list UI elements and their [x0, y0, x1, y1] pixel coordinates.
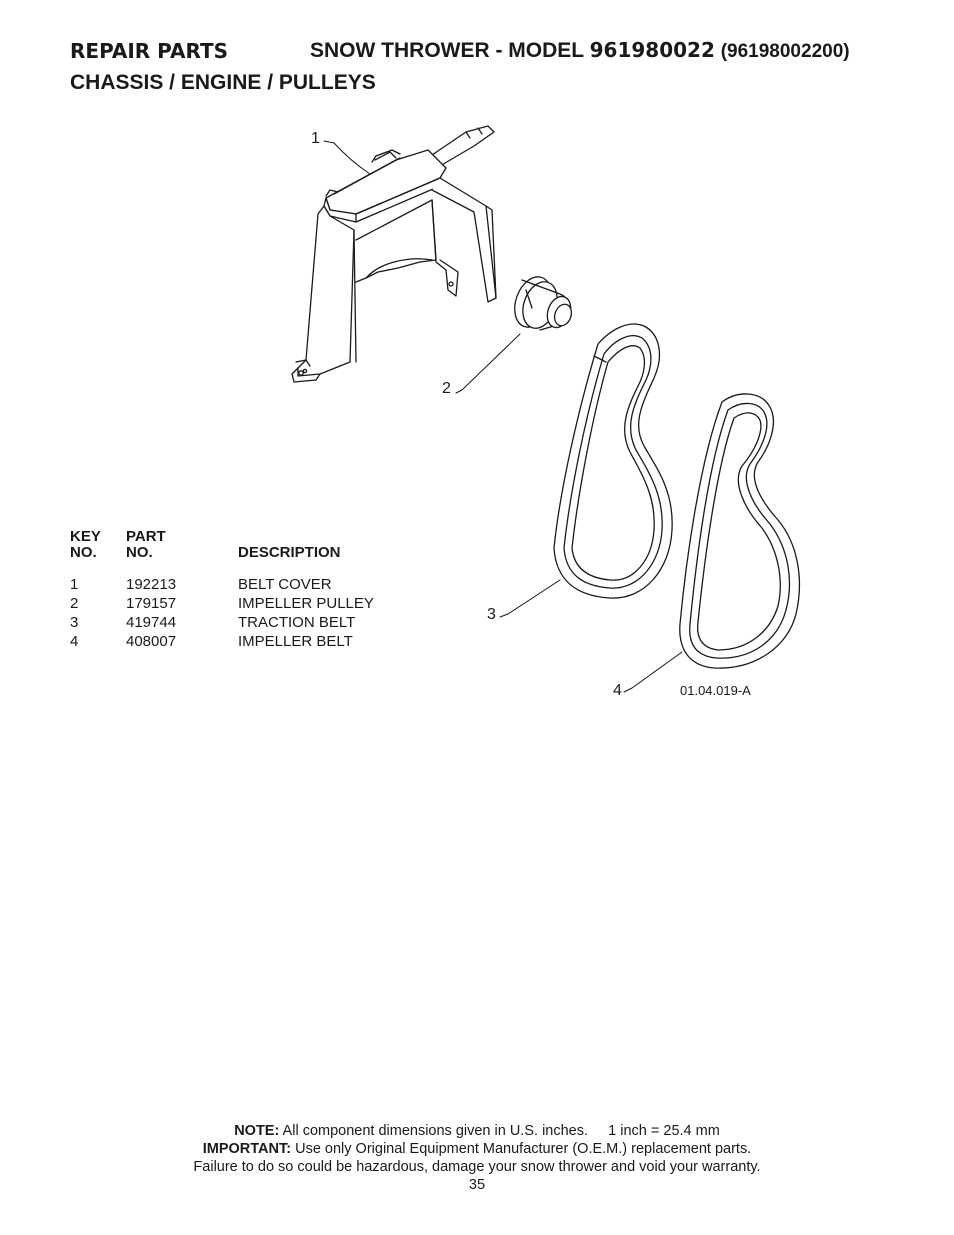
header-part-bottom: NO.	[126, 544, 153, 561]
important-text: Use only Original Equipment Manufacturer (O.E.M.) replacement parts.	[295, 1141, 752, 1157]
page-number: 35	[468, 1177, 486, 1193]
callout-2: 2	[442, 380, 451, 397]
row-part-no: 192213	[126, 576, 177, 593]
belt-cover-illustration	[292, 126, 496, 382]
row-description: BELT COVER	[238, 576, 332, 593]
important-label: IMPORTANT:	[202, 1141, 292, 1157]
header-part-top: PART	[126, 528, 166, 545]
important-line	[0, 1140, 954, 1158]
header-key	[70, 529, 101, 561]
row-description: TRACTION BELT	[238, 614, 356, 631]
header-part	[126, 529, 166, 561]
impeller-belt-illustration	[680, 394, 800, 668]
impeller-pulley-illustration	[508, 272, 575, 333]
page-footer	[0, 1122, 954, 1194]
row-description: IMPELLER BELT	[238, 633, 353, 650]
model-number: 961980022	[589, 38, 715, 62]
model-label-text: SNOW THROWER - MODEL	[310, 39, 584, 62]
note-text: All component dimensions given in U.S. inches.	[282, 1123, 589, 1139]
row-part-no: 419744	[126, 614, 177, 631]
row-key: 4	[70, 633, 79, 650]
row-key: 3	[70, 614, 79, 631]
row-part-no: 179157	[126, 595, 177, 612]
model-code: (96198002200)	[720, 41, 850, 62]
traction-belt-illustration	[554, 324, 672, 598]
callout-4: 4	[613, 682, 622, 699]
repair-parts-title: REPAIR PARTS	[70, 39, 229, 63]
callout-1: 1	[311, 130, 320, 147]
note-label: NOTE:	[234, 1123, 280, 1139]
row-key: 2	[70, 595, 79, 612]
header-key-top: KEY	[70, 528, 101, 545]
header-key-bottom: NO.	[70, 544, 97, 561]
row-part-no: 408007	[126, 633, 177, 650]
callout-3: 3	[487, 606, 496, 623]
unit-conversion: 1 inch = 25.4 mm	[608, 1123, 720, 1139]
drawing-id: 01.04.019-A	[680, 683, 751, 698]
header-description: DESCRIPTION	[238, 544, 341, 561]
section-title: CHASSIS / ENGINE / PULLEYS	[70, 71, 376, 94]
warning-line: Failure to do so could be hazardous, damage your snow thrower and void your warranty.	[193, 1159, 761, 1175]
note-line	[0, 1122, 954, 1140]
leader-lines	[324, 141, 682, 692]
row-description: IMPELLER PULLEY	[238, 595, 374, 612]
row-key: 1	[70, 576, 79, 593]
